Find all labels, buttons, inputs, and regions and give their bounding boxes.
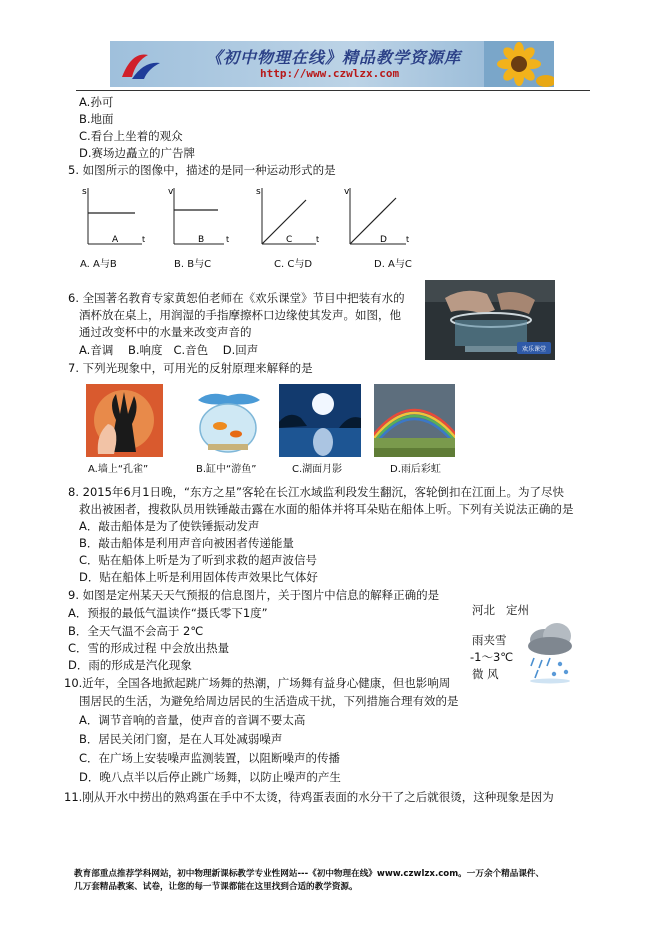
graph-a-letter: A xyxy=(112,235,119,245)
weather-temperature: -1～3℃ xyxy=(470,650,514,664)
q7-caption-d: D.雨后彩虹 xyxy=(390,464,441,475)
weather-location: 河北 定州 xyxy=(472,603,529,617)
site-logo-icon xyxy=(118,47,164,83)
q5-option-b: B. B与C xyxy=(174,259,212,270)
footer-line2: 几万套精品教案、试卷，让您的每一节课都能在这里找到合适的教学资源。 xyxy=(74,882,358,892)
sunflower-icon xyxy=(484,41,554,87)
graph-c-letter: C xyxy=(286,235,293,245)
graph-b-axis-label: v xyxy=(168,187,174,197)
q6-stem-line3: 通过改变杯中的水量来改变声音的 xyxy=(79,325,252,339)
q8-option-d: D．贴在船体上听是利用固体传声效果比气体好 xyxy=(79,570,318,584)
q7-caption-b: B.缸中“游鱼” xyxy=(196,464,257,475)
shadow-peacock-photo xyxy=(86,384,163,457)
q7-caption-a: A.墙上“孔雀” xyxy=(88,464,149,475)
tv-logo-label: 欢乐课堂 xyxy=(521,346,547,353)
q5-option-d: D. A与C xyxy=(374,259,412,270)
lake-moon-photo xyxy=(279,384,361,457)
graph-d-t-label: t xyxy=(406,235,410,244)
graph-c-axis-label: s xyxy=(256,187,261,197)
q5-option-c: C. C与D xyxy=(274,259,313,270)
q7-caption-c: C.湖面月影 xyxy=(292,464,343,475)
q10-option-c: C．在广场上安装噪声监测装置，以阻断噪声的传播 xyxy=(79,751,341,765)
q8-option-c: C．贴在船体上听是为了听到求救的超声波信号 xyxy=(79,553,318,567)
q6-stem-line2: 酒杯放在桌上，用润湿的手指摩擦杯口边缘使其发声。如图，他 xyxy=(79,308,401,322)
q10-option-a: A．调节音响的音量，使声音的音调不要太高 xyxy=(79,713,306,727)
weather-condition: 雨夹雪 xyxy=(472,633,507,647)
q10-option-d: D．晚八点半以后停止跳广场舞，以防止噪声的产生 xyxy=(79,770,341,784)
header-divider xyxy=(76,90,590,91)
q4-option-b: B.地面 xyxy=(79,112,114,126)
q7-stem: 7. 下列光现象中，可用光的反射原理来解释的是 xyxy=(68,361,313,375)
graph-a-axis-label: s xyxy=(82,187,87,197)
q9-option-d: D．雨的形成是汽化现象 xyxy=(68,658,192,672)
fish-bowl-photo xyxy=(190,384,267,457)
graph-a-t-label: t xyxy=(142,235,146,244)
q9-option-a: A．预报的最低气温读作“摄氏零下1度” xyxy=(68,606,268,620)
weather-wind: 微 风 xyxy=(472,667,499,681)
graph-c-t-label: t xyxy=(316,235,320,244)
graph-c xyxy=(254,186,344,256)
q8-option-a: A．敲击船体是为了使铁锤振动发声 xyxy=(79,519,260,533)
graph-b xyxy=(166,186,256,256)
graph-d-axis-label: v xyxy=(344,187,350,197)
q4-option-c: C.看台上坐着的观众 xyxy=(79,129,183,143)
q9-option-c: C．雪的形成过程 中会放出热量 xyxy=(68,641,230,655)
q4-option-a: A.孙可 xyxy=(79,95,114,109)
footer-line1: 教育部重点推荐学科网站，初中物理新课标教学专业性网站---《初中物理在线》www.czwlzx.com。一万余个精品课件、 xyxy=(74,869,545,879)
header-banner xyxy=(110,41,554,87)
q8-stem-line2: 救出被困者，搜救队员用铁锤敲击露在水面的船体并将耳朵贴在船体上听。下列有关说法正确的是 xyxy=(79,502,574,516)
q8-option-b: B．敲击船体是利用声音向被困者传递能量 xyxy=(79,536,294,550)
banner-title: 《初中物理在线》精品教学资源库 xyxy=(206,48,462,67)
graph-b-letter: B xyxy=(198,235,205,245)
graph-d xyxy=(342,186,432,256)
q10-stem-line2: 围居民的生活，为避免给周边居民的生活造成干扰，下列措施合理有效的是 xyxy=(79,694,459,708)
graph-a xyxy=(80,186,170,256)
rain-snow-cloud-icon xyxy=(524,618,576,684)
q9-option-b: B．全天气温不会高于 2℃ xyxy=(68,624,204,638)
q5-option-a: A. A与B xyxy=(80,259,117,270)
q6-options: A.音调 B.响度 C.音色 D.回声 xyxy=(79,343,259,357)
q5-stem: 5. 如图所示的图像中，描述的是同一种运动形式的是 xyxy=(68,163,336,177)
q8-stem-line1: 8. 2015年6月1日晚，“东方之星”客轮在长江水域监利段发生翻沉，客轮倒扣在江面上。为了尽快 xyxy=(68,485,564,499)
rainbow-photo xyxy=(374,384,455,457)
q10-option-b: B．居民关闭门窗，是在人耳处减弱噪声 xyxy=(79,732,283,746)
banner-url[interactable]: http://www.czwlzx.com xyxy=(260,67,400,80)
q11-stem: 11.刚从开水中捞出的熟鸡蛋在手中不太烫，待鸡蛋表面的水分干了之后就很烫，这种现象是因为 xyxy=(64,790,554,804)
wine-glass-photo xyxy=(425,280,555,360)
graph-b-t-label: t xyxy=(226,235,230,244)
q6-stem-line1: 6. 全国著名教育专家黄恕伯老师在《欢乐课堂》节目中把装有水的 xyxy=(68,291,405,305)
q10-stem-line1: 10.近年，全国各地掀起跳广场舞的热潮，广场舞有益身心健康，但也影响周 xyxy=(64,676,451,690)
q9-stem: 9. 如图是定州某天天气预报的信息图片，关于图片中信息的解释正确的是 xyxy=(68,588,440,602)
q4-option-d: D.赛场边矗立的广告牌 xyxy=(79,146,196,160)
graph-d-letter: D xyxy=(380,235,387,245)
